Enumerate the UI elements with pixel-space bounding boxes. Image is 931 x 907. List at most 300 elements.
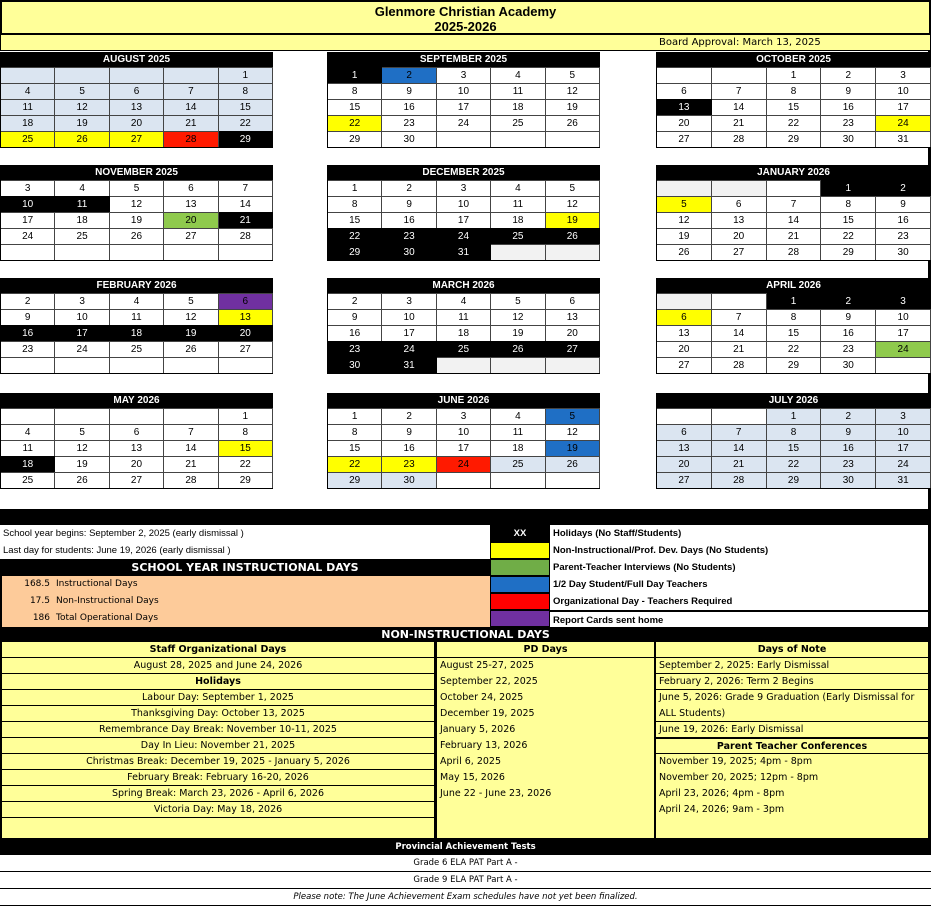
- day-cell: 2: [821, 293, 876, 309]
- day-cell: 10: [55, 309, 109, 325]
- day-cell: 21: [712, 456, 767, 472]
- day-cell: 17: [876, 325, 931, 341]
- day-cell: 17: [55, 325, 109, 341]
- holidays-column: [2, 642, 434, 838]
- legend-swatch: [490, 576, 550, 593]
- day-cell: [164, 67, 218, 83]
- day-cell: [546, 357, 600, 373]
- day-cell: 18: [1, 456, 55, 472]
- day-cell: 8: [219, 83, 273, 99]
- day-cell: 20: [219, 325, 273, 341]
- day-cell: 1: [328, 180, 382, 196]
- legend-item: [490, 525, 931, 542]
- day-grid: [0, 180, 273, 261]
- day-cell: 2: [821, 408, 876, 424]
- instructional-title: SCHOOL YEAR INSTRUCTIONAL DAYS: [0, 559, 490, 576]
- school-year-info: [0, 525, 490, 559]
- day-cell: 3: [876, 408, 931, 424]
- day-cell: 24: [437, 456, 491, 472]
- month-calendar: [656, 165, 931, 261]
- day-cell: 30: [821, 472, 876, 488]
- day-cell: 26: [546, 115, 600, 131]
- day-cell: 1: [219, 67, 273, 83]
- day-cell: 1: [767, 67, 822, 83]
- staff-org-title: Staff Organizational Days: [2, 642, 434, 658]
- day-cell: 17: [382, 325, 436, 341]
- day-cell: 27: [164, 228, 218, 244]
- day-cell: 23: [382, 456, 436, 472]
- day-cell: 20: [657, 341, 712, 357]
- day-cell: 31: [382, 357, 436, 373]
- day-cell: 7: [712, 309, 767, 325]
- pat-title: Provincial Achievement Tests: [0, 840, 931, 855]
- legend-swatch: [490, 559, 550, 576]
- day-cell: 6: [164, 180, 218, 196]
- day-cell: 30: [328, 357, 382, 373]
- day-cell: 6: [110, 83, 164, 99]
- day-cell: 3: [382, 293, 436, 309]
- day-cell: 1: [767, 293, 822, 309]
- day-cell: 8: [767, 83, 822, 99]
- pat-note: Please note: The June Achievement Exam schedules have not yet been finalized.: [0, 889, 931, 906]
- day-cell: 25: [1, 131, 55, 147]
- day-cell: 12: [491, 309, 545, 325]
- day-cell: 15: [821, 212, 876, 228]
- day-cell: [876, 357, 931, 373]
- day-grid: [327, 408, 600, 489]
- day-cell: [110, 67, 164, 83]
- day-cell: 5: [546, 67, 600, 83]
- day-cell: 28: [712, 472, 767, 488]
- day-cell: 23: [821, 456, 876, 472]
- day-cell: 15: [328, 212, 382, 228]
- day-cell: 19: [546, 212, 600, 228]
- day-cell: 12: [164, 309, 218, 325]
- board-approval: Board Approval: March 13, 2025: [659, 37, 821, 48]
- list-item: December 19, 2025: [440, 708, 535, 719]
- day-cell: 8: [328, 424, 382, 440]
- days-of-note-title: Days of Note: [656, 642, 928, 658]
- day-cell: [437, 131, 491, 147]
- day-cell: 16: [821, 99, 876, 115]
- day-cell: 5: [110, 180, 164, 196]
- school-year-begins: School year begins: September 2, 2025 (early dismissal ): [3, 528, 244, 539]
- day-cell: 7: [164, 83, 218, 99]
- day-cell: 25: [491, 456, 545, 472]
- day-grid: [656, 67, 931, 148]
- day-cell: 20: [546, 325, 600, 341]
- month-calendar: [656, 393, 931, 489]
- day-cell: 5: [55, 424, 109, 440]
- staff-org-dates: August 28, 2025 and June 24, 2026: [2, 658, 434, 674]
- day-cell: 10: [382, 309, 436, 325]
- legend-swatch: [490, 610, 550, 627]
- board-approval-bar: [0, 35, 931, 51]
- day-cell: 10: [876, 424, 931, 440]
- day-cell: 12: [546, 196, 600, 212]
- day-cell: 26: [55, 472, 109, 488]
- day-cell: 5: [546, 408, 600, 424]
- day-cell: 3: [437, 67, 491, 83]
- day-cell: 27: [110, 472, 164, 488]
- day-cell: 14: [164, 440, 218, 456]
- day-cell: 24: [876, 341, 931, 357]
- list-item: June 5, 2026: Grade 9 Graduation (Early Dismissal for: [659, 692, 915, 703]
- month-calendar: [0, 393, 273, 489]
- day-cell: 25: [491, 228, 545, 244]
- day-cell: 26: [657, 244, 712, 260]
- day-cell: 16: [821, 440, 876, 456]
- day-cell: 24: [437, 228, 491, 244]
- day-cell: 2: [382, 408, 436, 424]
- day-cell: 17: [876, 99, 931, 115]
- day-cell: 15: [219, 440, 273, 456]
- day-cell: [657, 293, 712, 309]
- instructional-days: [2, 576, 490, 627]
- day-cell: 26: [55, 131, 109, 147]
- pat-row: Grade 6 ELA PAT Part A -: [0, 855, 931, 872]
- day-cell: 28: [219, 228, 273, 244]
- day-cell: 30: [821, 131, 876, 147]
- list-item: Victoria Day: May 18, 2026: [2, 802, 434, 818]
- day-cell: [55, 67, 109, 83]
- days-of-note-column: [656, 642, 928, 838]
- legend-label: Non-Instructional/Prof. Dev. Days (No Students): [550, 542, 931, 559]
- day-cell: 7: [712, 424, 767, 440]
- holidays-title: Holidays: [2, 674, 434, 690]
- legend-label: Organizational Day - Teachers Required: [550, 593, 931, 610]
- day-cell: 15: [767, 325, 822, 341]
- day-cell: 30: [821, 357, 876, 373]
- day-cell: [491, 472, 545, 488]
- value: 186: [32, 613, 50, 623]
- day-cell: 22: [219, 456, 273, 472]
- day-cell: 30: [382, 131, 436, 147]
- list-item: February Break: February 16-20, 2026: [2, 770, 434, 786]
- day-cell: 4: [437, 293, 491, 309]
- list-item: August 25-27, 2025: [440, 660, 535, 671]
- day-cell: 28: [164, 472, 218, 488]
- day-cell: 4: [110, 293, 164, 309]
- day-cell: 23: [821, 115, 876, 131]
- day-cell: 27: [546, 341, 600, 357]
- day-cell: 25: [1, 472, 55, 488]
- day-cell: 25: [437, 341, 491, 357]
- legend-label: Report Cards sent home: [550, 610, 931, 627]
- day-cell: 18: [491, 440, 545, 456]
- day-cell: 6: [657, 424, 712, 440]
- day-cell: 10: [437, 83, 491, 99]
- day-cell: 11: [491, 196, 545, 212]
- day-cell: 20: [110, 456, 164, 472]
- list-item: April 24, 2026; 9am - 3pm: [659, 804, 785, 815]
- list-item: February 2, 2026: Term 2 Begins: [656, 674, 928, 690]
- day-cell: 9: [328, 309, 382, 325]
- ptc-title: Parent Teacher Conferences: [656, 738, 928, 754]
- day-cell: 29: [219, 131, 273, 147]
- day-cell: 12: [110, 196, 164, 212]
- day-cell: 10: [876, 83, 931, 99]
- list-item: January 5, 2026: [440, 724, 516, 735]
- day-cell: 8: [767, 309, 822, 325]
- day-cell: 17: [876, 440, 931, 456]
- label: Total Operational Days: [56, 613, 159, 623]
- day-cell: 18: [1, 115, 55, 131]
- legend-swatch: XX: [490, 525, 550, 542]
- list-item: February 13, 2026: [440, 740, 528, 751]
- day-cell: [657, 67, 712, 83]
- month-calendar: [327, 52, 600, 148]
- day-cell: 6: [657, 83, 712, 99]
- day-cell: [491, 244, 545, 260]
- day-cell: 4: [491, 67, 545, 83]
- pd-days-title: PD Days: [437, 642, 654, 658]
- day-cell: 5: [164, 293, 218, 309]
- legend-swatch: [490, 542, 550, 559]
- day-cell: 5: [55, 83, 109, 99]
- day-grid: [656, 180, 931, 261]
- list-item: Thanksgiving Day: October 13, 2025: [2, 706, 434, 722]
- day-cell: 14: [712, 99, 767, 115]
- day-cell: [712, 293, 767, 309]
- list-item: October 24, 2025: [440, 692, 524, 703]
- day-cell: 29: [821, 244, 876, 260]
- day-cell: 13: [712, 212, 767, 228]
- day-cell: 22: [767, 456, 822, 472]
- list-item: June 19, 2026: Early Dismissal: [656, 722, 928, 738]
- day-cell: [546, 244, 600, 260]
- day-cell: 3: [437, 408, 491, 424]
- day-cell: 24: [55, 341, 109, 357]
- list-item: November 20, 2025; 12pm - 8pm: [659, 772, 819, 783]
- day-cell: 4: [1, 83, 55, 99]
- month-calendar: [0, 52, 273, 148]
- non-instructional-table: [0, 642, 931, 840]
- day-cell: 13: [657, 325, 712, 341]
- day-cell: 7: [767, 196, 822, 212]
- day-cell: 31: [876, 472, 931, 488]
- day-cell: 17: [437, 99, 491, 115]
- day-cell: [55, 357, 109, 373]
- list-item: Day In Lieu: November 21, 2025: [2, 738, 434, 754]
- day-cell: 19: [491, 325, 545, 341]
- list-item: Remembrance Day Break: November 10-11, 2025: [2, 722, 434, 738]
- legend-label: Holidays (No Staff/Students): [550, 525, 931, 542]
- day-cell: [1, 244, 55, 260]
- day-cell: 1: [219, 408, 273, 424]
- legend-label: 1/2 Day Student/Full Day Teachers: [550, 576, 931, 593]
- month-title: MARCH 2026: [327, 278, 600, 293]
- day-cell: [437, 472, 491, 488]
- day-cell: 4: [491, 180, 545, 196]
- day-cell: 27: [657, 472, 712, 488]
- day-cell: 22: [328, 228, 382, 244]
- day-cell: 13: [219, 309, 273, 325]
- day-cell: 15: [767, 99, 822, 115]
- day-cell: 15: [219, 99, 273, 115]
- day-cell: 18: [110, 325, 164, 341]
- legend-label: Parent-Teacher Interviews (No Students): [550, 559, 931, 576]
- month-title: FEBRUARY 2026: [0, 278, 273, 293]
- day-cell: 9: [382, 424, 436, 440]
- month-calendar: [327, 393, 600, 489]
- day-cell: 28: [767, 244, 822, 260]
- day-cell: 5: [546, 180, 600, 196]
- day-cell: 20: [657, 456, 712, 472]
- day-cell: 21: [767, 228, 822, 244]
- day-cell: 27: [712, 244, 767, 260]
- list-item: May 15, 2026: [440, 772, 505, 783]
- day-cell: 5: [491, 293, 545, 309]
- day-cell: 25: [55, 228, 109, 244]
- legend-item: [490, 576, 931, 593]
- day-cell: 2: [1, 293, 55, 309]
- day-cell: 15: [328, 440, 382, 456]
- day-cell: 23: [1, 341, 55, 357]
- day-cell: 29: [767, 357, 822, 373]
- day-cell: 20: [712, 228, 767, 244]
- day-cell: 26: [546, 456, 600, 472]
- day-cell: 11: [491, 83, 545, 99]
- day-cell: 29: [767, 131, 822, 147]
- day-cell: 29: [767, 472, 822, 488]
- day-cell: [712, 180, 767, 196]
- day-cell: 23: [821, 341, 876, 357]
- day-cell: 8: [821, 196, 876, 212]
- month-title: NOVEMBER 2025: [0, 165, 273, 180]
- day-cell: 22: [821, 228, 876, 244]
- day-cell: 18: [437, 325, 491, 341]
- day-cell: 19: [110, 212, 164, 228]
- day-cell: 26: [110, 228, 164, 244]
- day-cell: 22: [328, 456, 382, 472]
- day-cell: 3: [1, 180, 55, 196]
- day-cell: 13: [110, 440, 164, 456]
- list-item: September 22, 2025: [440, 676, 538, 687]
- day-cell: 16: [1, 325, 55, 341]
- day-cell: 9: [821, 83, 876, 99]
- month-title: JULY 2026: [656, 393, 931, 408]
- day-cell: 20: [657, 115, 712, 131]
- non-instructional-title: NON-INSTRUCTIONAL DAYS: [0, 627, 931, 642]
- day-cell: [491, 131, 545, 147]
- day-cell: 22: [767, 341, 822, 357]
- day-cell: 28: [712, 357, 767, 373]
- month-calendar: [656, 52, 931, 148]
- value: 17.5: [29, 596, 50, 606]
- day-cell: 23: [382, 228, 436, 244]
- list-item: September 2, 2025: Early Dismissal: [656, 658, 928, 674]
- day-cell: 9: [382, 83, 436, 99]
- day-cell: [657, 180, 712, 196]
- legend-item: [490, 593, 931, 610]
- month-calendar: [327, 165, 600, 261]
- day-cell: 20: [164, 212, 218, 228]
- day-cell: 17: [1, 212, 55, 228]
- instructional-row: [2, 576, 490, 593]
- day-cell: 19: [55, 456, 109, 472]
- day-cell: 12: [546, 83, 600, 99]
- day-cell: [546, 131, 600, 147]
- day-cell: [164, 357, 218, 373]
- day-cell: 7: [219, 180, 273, 196]
- day-cell: [110, 244, 164, 260]
- list-item: Labour Day: September 1, 2025: [2, 690, 434, 706]
- day-cell: 2: [382, 180, 436, 196]
- day-cell: 19: [546, 99, 600, 115]
- day-cell: 30: [382, 244, 436, 260]
- list-item: ALL Students): [656, 706, 928, 722]
- day-cell: 29: [328, 131, 382, 147]
- day-cell: 28: [164, 131, 218, 147]
- day-cell: 19: [657, 228, 712, 244]
- day-cell: [1, 67, 55, 83]
- day-cell: 21: [712, 115, 767, 131]
- day-cell: 18: [491, 212, 545, 228]
- day-cell: 10: [437, 424, 491, 440]
- day-cell: 13: [546, 309, 600, 325]
- legend-swatch: [490, 593, 550, 610]
- day-cell: 9: [876, 196, 931, 212]
- day-grid: [0, 67, 273, 148]
- day-cell: 16: [382, 212, 436, 228]
- day-cell: 25: [110, 341, 164, 357]
- day-cell: 24: [1, 228, 55, 244]
- day-cell: 14: [712, 325, 767, 341]
- provincial-achievement-tests: [0, 840, 931, 906]
- day-cell: [164, 408, 218, 424]
- day-cell: 8: [219, 424, 273, 440]
- day-cell: 4: [55, 180, 109, 196]
- day-cell: 23: [382, 115, 436, 131]
- day-cell: 11: [1, 440, 55, 456]
- day-cell: 3: [876, 67, 931, 83]
- day-cell: 7: [712, 83, 767, 99]
- day-cell: 1: [328, 408, 382, 424]
- pat-row: Grade 9 ELA PAT Part A -: [0, 872, 931, 889]
- day-cell: 2: [876, 180, 931, 196]
- month-title: OCTOBER 2025: [656, 52, 931, 67]
- day-cell: 11: [491, 424, 545, 440]
- day-cell: 3: [437, 180, 491, 196]
- day-cell: 10: [437, 196, 491, 212]
- day-cell: 20: [110, 115, 164, 131]
- day-cell: 13: [110, 99, 164, 115]
- day-cell: 16: [382, 440, 436, 456]
- month-title: AUGUST 2025: [0, 52, 273, 67]
- month-calendar: [327, 278, 600, 374]
- day-cell: 26: [491, 341, 545, 357]
- day-cell: 26: [546, 228, 600, 244]
- month-title: APRIL 2026: [656, 278, 931, 293]
- list-item: Spring Break: March 23, 2026 - April 6, 2026: [2, 786, 434, 802]
- day-cell: 19: [164, 325, 218, 341]
- day-cell: 8: [328, 196, 382, 212]
- day-cell: 29: [328, 472, 382, 488]
- list-item: April 6, 2025: [440, 756, 501, 767]
- day-cell: [55, 408, 109, 424]
- value: 168.5: [24, 579, 50, 589]
- day-cell: 2: [382, 67, 436, 83]
- day-grid: [0, 293, 273, 374]
- last-day: Last day for students: June 19, 2026 (early dismissal ): [3, 545, 231, 556]
- day-cell: 30: [876, 244, 931, 260]
- day-cell: 14: [164, 99, 218, 115]
- day-cell: 6: [546, 293, 600, 309]
- day-cell: 25: [491, 115, 545, 131]
- day-cell: 26: [164, 341, 218, 357]
- day-cell: 16: [382, 99, 436, 115]
